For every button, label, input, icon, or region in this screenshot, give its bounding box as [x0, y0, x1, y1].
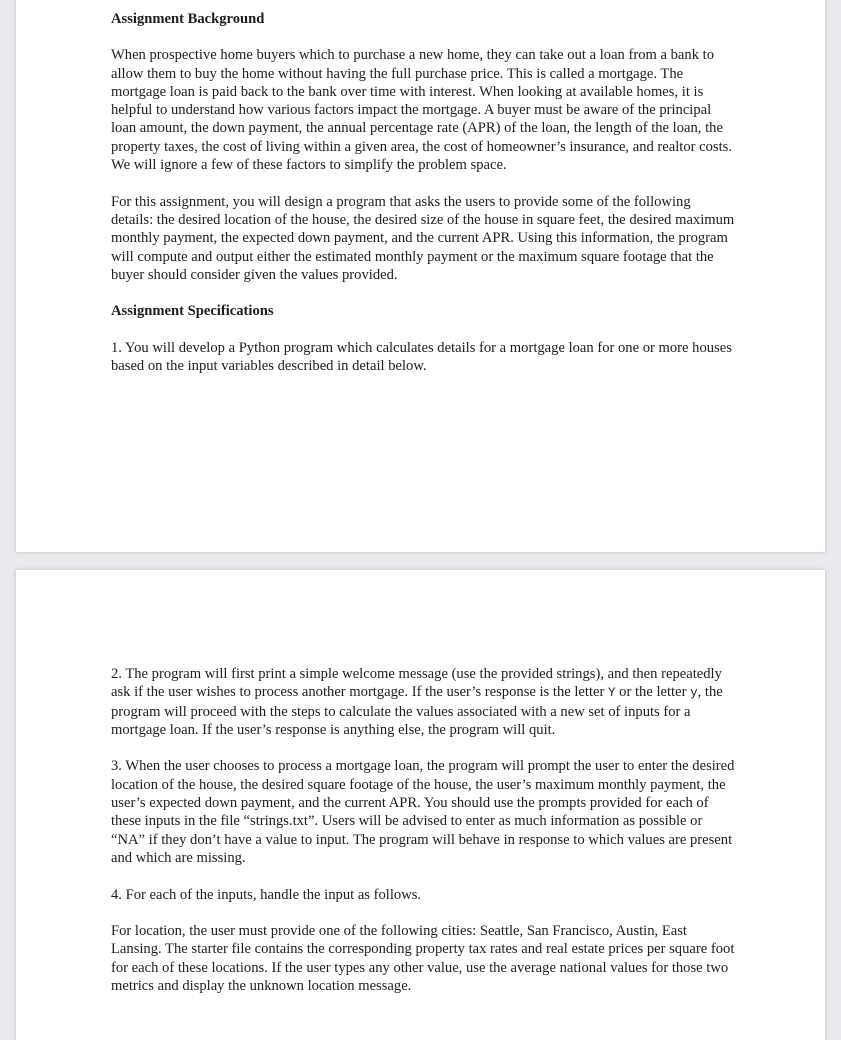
assignment-specifications-heading: Assignment Specifications	[111, 303, 274, 320]
background-paragraph-2: For this assignment, you will design a program that asks the users to provide some of the following details: the desired location of the house, the desired size of the house in square feet, the desired maximum monthly payment, the expected down payment, and the current APR. Using this information, the program will compute and output either the estimated monthly payment or the maximum square footage that the buyer should consider given the values provided.	[111, 193, 735, 283]
page-2-content	[111, 665, 736, 1014]
spec-2-text-b: or the letter	[615, 684, 691, 701]
spec-2-text-a: 2. The program will first print a simple welcome message (use the provided strings), and then repeatedly ask if the user wishes to process another mortgage. If the user’s response is the letter	[111, 666, 722, 701]
code-letter-uppercase-y: Y	[608, 686, 616, 701]
document-page-1	[16, 0, 825, 552]
spec-item-2	[111, 665, 736, 739]
code-letter-lowercase-y: y	[690, 686, 698, 701]
location-paragraph: For location, the user must provide one of the following cities: Seattle, San Francisco, Austin, East Lansing. The starter file contains the corresponding property tax rates and real estate prices per square foot for each of these locations. If the user types any other value, use the average national values for those two metrics and display the unknown location message.	[111, 923, 735, 995]
spec-2-text-c: , the program will proceed with the steps to calculate the values associated with a new set of inputs for a mortgage loan. If the user’s response is anything else, the program will quit.	[111, 684, 723, 738]
page-1-content	[111, 10, 736, 394]
spec-item-4: 4. For each of the inputs, handle the input as follows.	[111, 886, 422, 903]
spec-item-1: 1. You will develop a Python program which calculates details for a mortgage loan for one or more houses based on the input variables described in detail below.	[111, 339, 732, 375]
background-paragraph-1: When prospective home buyers which to purchase a new home, they can take out a loan from a bank to allow them to buy the home without having the full purchase price. This is called a mortgage. The mortgage loan is paid back to the bank over time with interest. When looking at available homes, it is helpful to understand how various factors impact the mortgage. A buyer must be aware of the principal loan amount, the down payment, the annual percentage rate (APR) of the loan, the length of the loan, the property taxes, the cost of living within a given area, the cost of homeowner’s insurance, and realtor costs. We will ignore a few of these factors to simplify the problem space.	[111, 47, 732, 174]
assignment-background-heading: Assignment Background	[111, 11, 265, 27]
document-page-2	[16, 570, 825, 1040]
spec-item-3: 3. When the user chooses to process a mortgage loan, the program will prompt the user to enter the desired location of the house, the desired square footage of the house, the user’s maximum monthly payment, the user’s expected down payment, and the current APR. You should use the prompts provided for each of these inputs in the file “strings.txt”. Users will be advised to enter as much information as possible or “NA” if they don’t have a value to input. The program will behave in response to which values are present and which are missing.	[111, 758, 735, 866]
